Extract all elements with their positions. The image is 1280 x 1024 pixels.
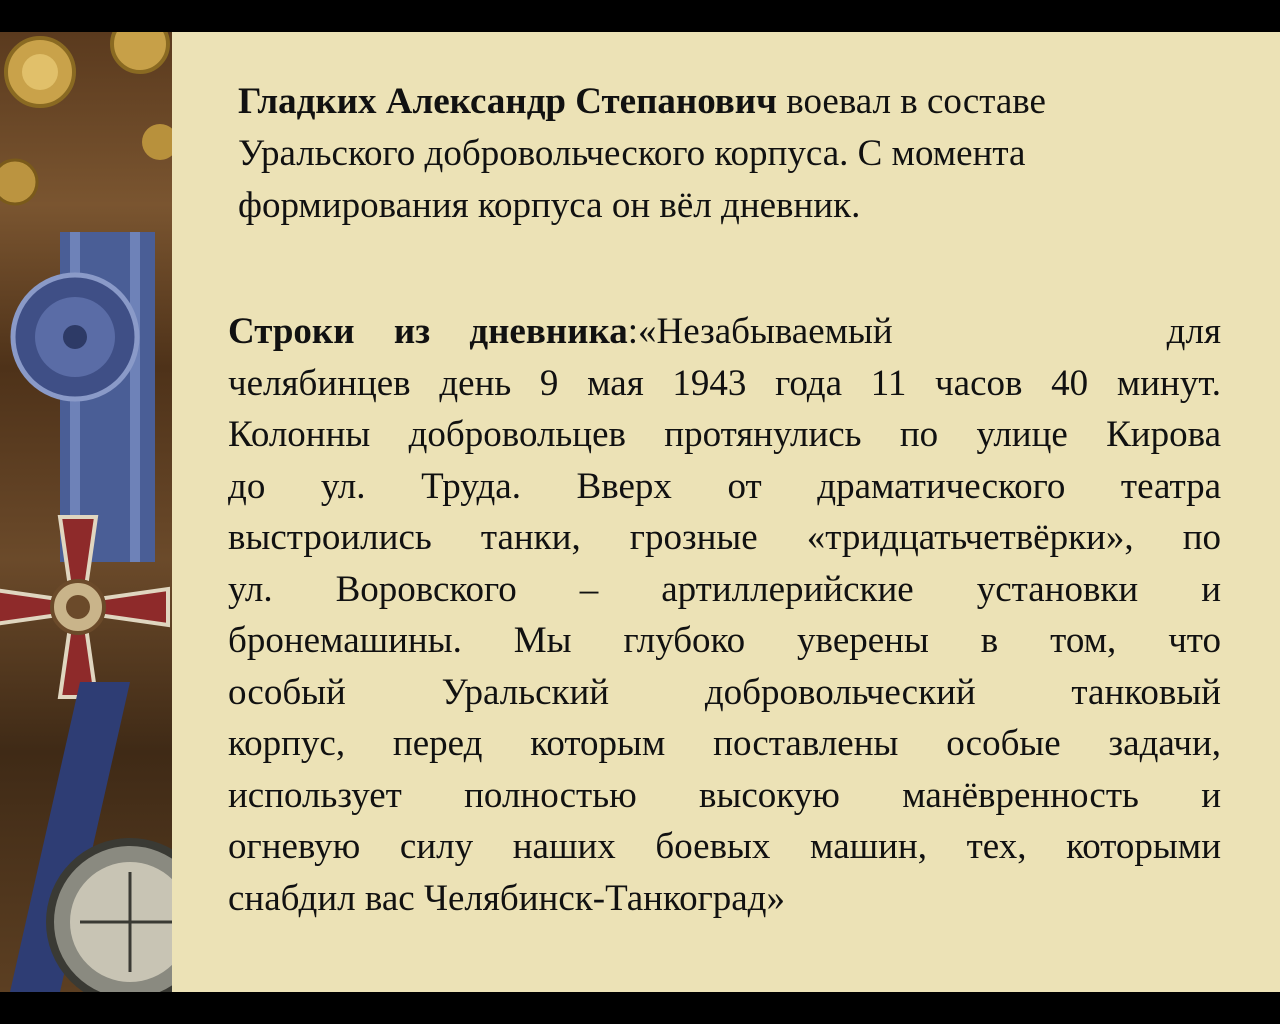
intro-paragraph xyxy=(238,76,1198,232)
diary-line: ул. Воровского – артиллерийские установки и xyxy=(228,568,1221,610)
diary-line: Колонны добровольцев протянулись по улице Кирова xyxy=(228,414,1221,455)
intro-line-3: формирования корпуса он вёл дневник. xyxy=(238,185,861,226)
diary-line-last: снабдил вас Челябинск-Танкоград» xyxy=(228,877,785,919)
diary-line: корпус, перед которым поставлены особые задачи, xyxy=(228,723,1221,764)
diary-line: выстроились танки, грозные «тридцатьчетвёрки», по xyxy=(228,517,1221,558)
intro-line-2: Уральского добровольческого корпуса. С момента xyxy=(238,133,1026,174)
diary-line: до ул. Труда. Вверх от драматического театра xyxy=(228,465,1221,507)
person-name: Гладких Александр Степанович xyxy=(238,81,777,122)
diary-line: бронемашины. Мы глубоко уверены в том, что xyxy=(228,620,1221,661)
diary-heading-colon: : xyxy=(627,311,638,352)
slide xyxy=(0,32,1280,992)
diary-quote xyxy=(228,306,1221,924)
diary-line: особый Уральский добровольческий танковый xyxy=(228,671,1221,713)
diary-quote-start: «Незабываемый для xyxy=(638,311,1221,352)
intro-line-1: воевал в составе xyxy=(776,81,1046,122)
diary-line: челябинцев день 9 мая 1943 года 11 часов 40 минут. xyxy=(228,362,1221,404)
diary-heading: Строки из дневника xyxy=(228,311,628,352)
decorative-medals-image xyxy=(0,32,172,992)
diary-line-first xyxy=(228,306,1221,358)
medals-illustration xyxy=(0,32,172,992)
diary-line: огневую силу наших боевых машин, тех, которыми xyxy=(228,826,1221,867)
diary-line: использует полностью высокую манёвренность и xyxy=(228,774,1221,816)
